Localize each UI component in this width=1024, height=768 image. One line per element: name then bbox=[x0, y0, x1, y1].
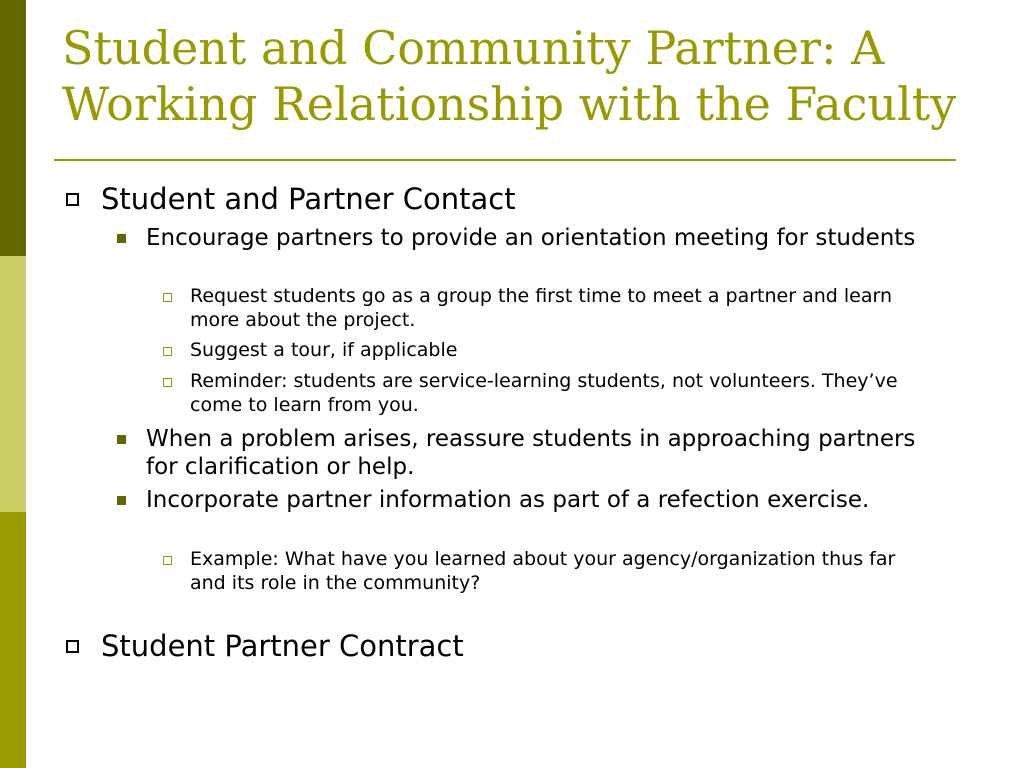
bullet-orientation-meeting: Encourage partners to provide an orientation meeting for students bbox=[146, 225, 916, 251]
solid-square-bullet-icon bbox=[117, 496, 126, 505]
small-hollow-square-bullet-icon bbox=[163, 347, 172, 356]
small-hollow-square-bullet-icon bbox=[163, 378, 172, 387]
hollow-square-bullet-icon bbox=[66, 640, 79, 653]
solid-square-bullet-icon bbox=[117, 435, 126, 444]
solid-square-bullet-icon bbox=[117, 234, 126, 243]
bullet-example-question: Example: What have you learned about your agency/organization thus far and its role in the community? bbox=[190, 548, 896, 594]
small-hollow-square-bullet-icon bbox=[163, 556, 172, 565]
bullet-problem-arises: When a problem arises, reassure students in approaching partners for clarification or help. bbox=[146, 426, 916, 480]
slide-title: Student and Community Partner: A Working Relationship with the Faculty bbox=[62, 21, 957, 131]
bullet-student-partner-contract: Student Partner Contract bbox=[101, 629, 464, 663]
bullet-reminder-service-learning: Reminder: students are service-learning students, not volunteers. They’ve come to learn from you. bbox=[190, 370, 898, 416]
bullet-request-group-visit: Request students go as a group the first time to meet a partner and learn more about the project. bbox=[190, 285, 892, 331]
bullet-suggest-tour: Suggest a tour, if applicable bbox=[190, 339, 458, 361]
hollow-square-bullet-icon bbox=[66, 193, 79, 206]
bullet-student-partner-contact: Student and Partner Contact bbox=[101, 182, 516, 216]
bullet-incorporate-partner-info: Incorporate partner information as part of a refection exercise. bbox=[146, 487, 870, 513]
small-hollow-square-bullet-icon bbox=[163, 293, 172, 302]
